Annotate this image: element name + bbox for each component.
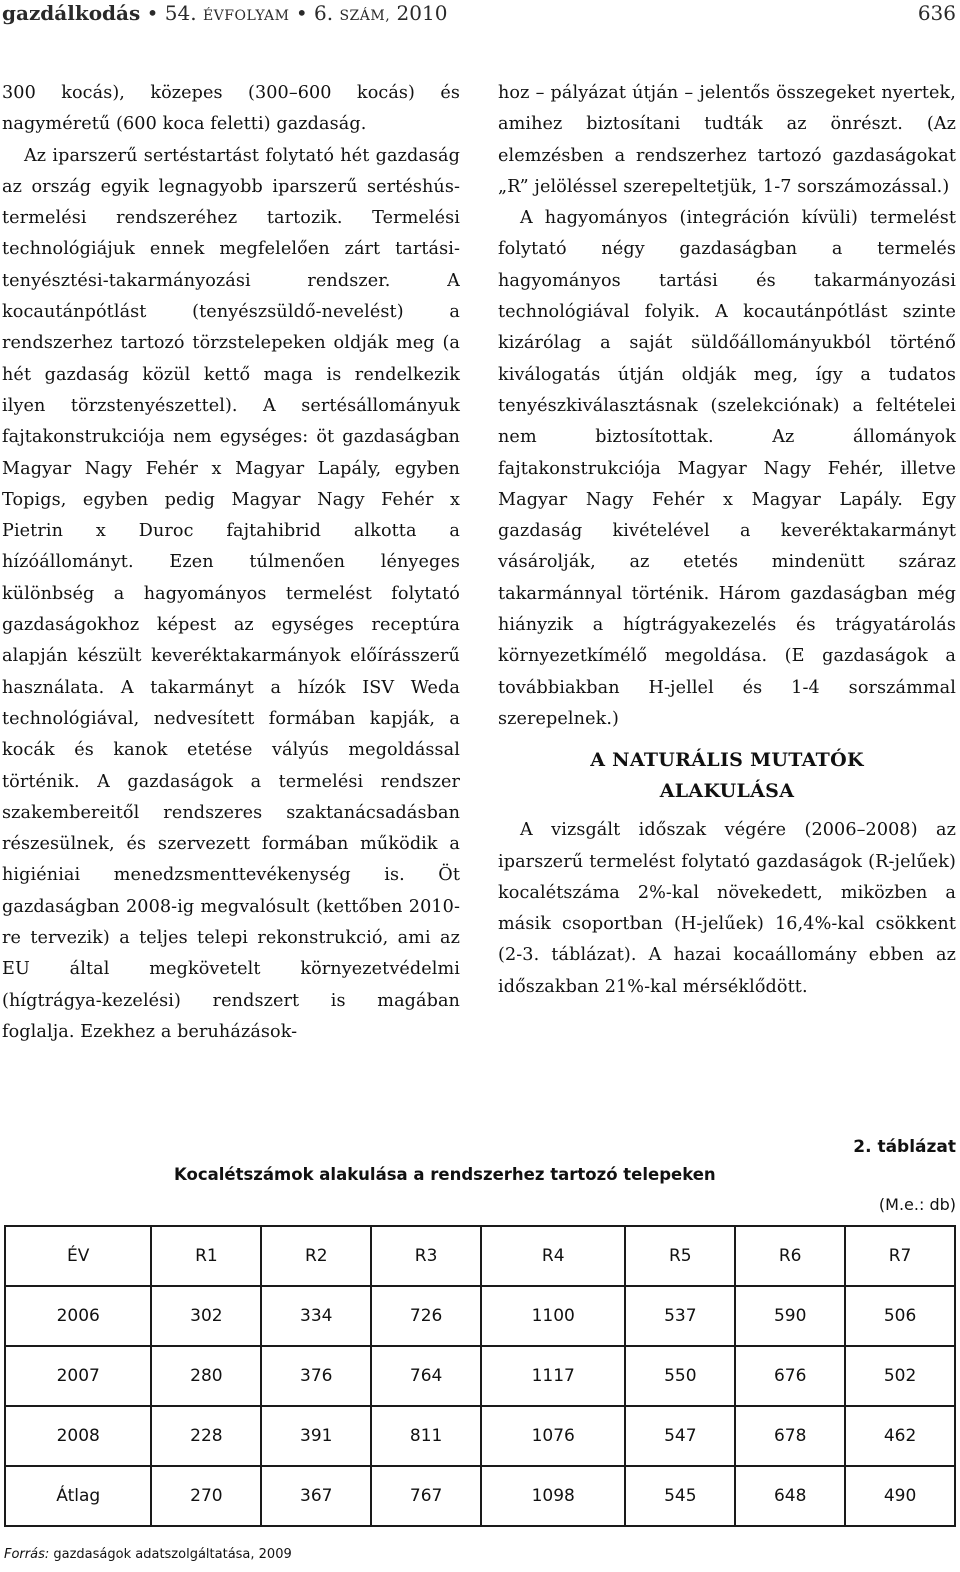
table-cell: 764 bbox=[371, 1346, 481, 1406]
table-cell: 280 bbox=[151, 1346, 261, 1406]
volume-number: 54. bbox=[164, 1, 197, 25]
table-cell: 270 bbox=[151, 1466, 261, 1526]
source-label: Forrás: bbox=[4, 1547, 50, 1562]
header-cell: R6 bbox=[735, 1226, 845, 1286]
header-cell: ÉV bbox=[5, 1226, 151, 1286]
issue-number: 6. bbox=[313, 1, 334, 25]
table-source bbox=[4, 1547, 292, 1562]
right-paragraph-1: hoz – pályázat útján – jelentős összegeket nyertek, amihez biztosítani tudták az önrészt. (Az elemzésben a rendszerhez tartozó gazdaságokat „R” jelöléssel szerepeltetjük, 1-7 sorszámozással.) bbox=[498, 83, 956, 197]
table-cell: 228 bbox=[151, 1406, 261, 1466]
header-cell: R2 bbox=[261, 1226, 371, 1286]
table-cell: 678 bbox=[735, 1406, 845, 1466]
table-row bbox=[5, 1286, 955, 1346]
left-column bbox=[2, 78, 460, 1048]
table-cell: 547 bbox=[625, 1406, 735, 1466]
table-cell: 545 bbox=[625, 1466, 735, 1526]
table-cell: 367 bbox=[261, 1466, 371, 1526]
table-cell: 490 bbox=[845, 1466, 955, 1526]
volume-label: ÉVFOLYAM bbox=[202, 8, 290, 24]
table-cell: 537 bbox=[625, 1286, 735, 1346]
left-paragraph-2: Az iparszerű sertéstartást folytató hét gazdaság az ország egyik legnagyobb iparszerű sertéshús-termelési rendszeréhez tartozik. Termelési technológiájuk ennek megfelelően zárt tartási-tenyésztési-takarmányozási rendszer. A kocautánpótlást (tenyészsüldő-nevelést) a rendszerhez tartozó törzstelepeken oldják meg (a hét gazdaság közül kettő maga is rendelkezik ilyen törzstenyészettel). A sertésállományuk fajtakonstrukciója nem egységes: öt gazdaságban Magyar Nagy Fehér x Magyar Lapály, egyben Topigs, egyben pedig Magyar Nagy Fehér x Pietrin x Duroc fajtahibrid alkotta a hízóállományt. Ezen túlmenően lényeges különbség a hagyományos termelést folytató gazdaságokhoz képest az egységes receptúra alapján készült keveréktakarmányok előírásszerű használata. A takarmányt a hízók ISV Weda technológiával, nedvesített formában kapják, a kocák és kanok etetése vályús megoldással történik. A gazdaságok a termelési rendszer szakembereitől rendszeres szaktanácsadásban részesülnek, és szervezett formában működik a higiéniai menedzsmenttevékenység is. Öt gazdaságban 2008-ig megvalósult (kettőben 2010-re tervezik) a teljes telepi rekonstrukció, ami az EU által megkövetelt környezetvédelmi (hígtrágya-kezelési) rendszert is magában foglalja. Ezekhez a beruházások- bbox=[2, 145, 460, 1042]
journal-info: gazdálkodás • 54. ÉVFOLYAM • 6. SZÁM, 2010 bbox=[2, 1, 448, 25]
source-text: gazdaságok adatszolgáltatása, 2009 bbox=[53, 1547, 292, 1562]
section-heading bbox=[498, 745, 956, 807]
table-cell: 502 bbox=[845, 1346, 955, 1406]
right-paragraph-3: A vizsgált időszak végére (2006–2008) az iparszerű termelést folytató gazdaságok (R-jelűek) kocalétszáma 2%-kal növekedett, miközben a másik csoportban (H-jelűek) 16,4%-kal csökkent (2-3. táblázat). A hazai kocaállomány ebben az időszakban 21%-kal mérséklődött. bbox=[498, 820, 956, 997]
table-cell: 2008 bbox=[5, 1406, 151, 1466]
header-cell: R4 bbox=[481, 1226, 625, 1286]
table-cell: 811 bbox=[371, 1406, 481, 1466]
table-cell: 391 bbox=[261, 1406, 371, 1466]
table-cell: 1098 bbox=[481, 1466, 625, 1526]
header-cell: R7 bbox=[845, 1226, 955, 1286]
issue-label: SZÁM, bbox=[339, 8, 391, 24]
table-cell: 376 bbox=[261, 1346, 371, 1406]
left-paragraph-1: 300 kocás), közepes (300–600 kocás) és nagyméretű (600 koca feletti) gazdaság. bbox=[2, 83, 460, 135]
table-cell: 676 bbox=[735, 1346, 845, 1406]
table-label: 2. táblázat bbox=[853, 1137, 956, 1157]
table-title: Kocalétszámok alakulása a rendszerhez tartozó telepeken bbox=[174, 1165, 716, 1184]
table-cell: 648 bbox=[735, 1466, 845, 1526]
table-cell: 2006 bbox=[5, 1286, 151, 1346]
section-heading-line-2: ALAKULÁSA bbox=[659, 780, 795, 803]
table-cell: 1100 bbox=[481, 1286, 625, 1346]
table-cell: 1117 bbox=[481, 1346, 625, 1406]
page-number: 636 bbox=[917, 1, 956, 25]
header-cell: R1 bbox=[151, 1226, 261, 1286]
right-column bbox=[498, 78, 956, 1003]
table-cell: 550 bbox=[625, 1346, 735, 1406]
table-cell: 506 bbox=[845, 1286, 955, 1346]
data-table bbox=[4, 1225, 956, 1527]
header-cell: R3 bbox=[371, 1226, 481, 1286]
table-cell: 302 bbox=[151, 1286, 261, 1346]
table-cell: 590 bbox=[735, 1286, 845, 1346]
table-cell: 726 bbox=[371, 1286, 481, 1346]
table-header-row bbox=[5, 1226, 955, 1286]
journal-name: gazdálkodás bbox=[2, 1, 141, 25]
header-cell: R5 bbox=[625, 1226, 735, 1286]
year: 2010 bbox=[396, 1, 448, 25]
table-cell: 767 bbox=[371, 1466, 481, 1526]
table-cell: 2007 bbox=[5, 1346, 151, 1406]
table-cell: 334 bbox=[261, 1286, 371, 1346]
table-cell: 1076 bbox=[481, 1406, 625, 1466]
table-row bbox=[5, 1466, 955, 1526]
table-row bbox=[5, 1406, 955, 1466]
table-row bbox=[5, 1346, 955, 1406]
table-cell: Átlag bbox=[5, 1466, 151, 1526]
page-header bbox=[0, 0, 960, 26]
right-paragraph-2: A hagyományos (integráción kívüli) termelést folytató négy gazdaságban a termelés hagyományos tartási és takarmányozási technológiával folyik. A kocautánpótlást szinte kizárólag a saját süldőállományukból történő kiválogatás útján oldják meg, így a tudatos tenyészkiválasztásnak (szelekciónak) a feltételei nem biztosítottak. Az állományok fajtakonstrukciója Magyar Nagy Fehér, illetve Magyar Nagy Fehér x Magyar Lapály. Egy gazdaság kivételével a keveréktakarmányt vásárolják, az etetés mindenütt száraz takarmánnyal történik. Három gazdaságban még hiányzik a hígtrágyakezelés és trágyatárolás környezetkímélő megoldása. (E gazdaságok a továbbiakban H-jellel és 1-4 sorszámmal szerepelnek.) bbox=[498, 208, 956, 729]
section-heading-line-1: A NATURÁLIS MUTATÓK bbox=[590, 749, 864, 772]
table-cell: 462 bbox=[845, 1406, 955, 1466]
table-unit: (M.e.: db) bbox=[878, 1195, 956, 1214]
